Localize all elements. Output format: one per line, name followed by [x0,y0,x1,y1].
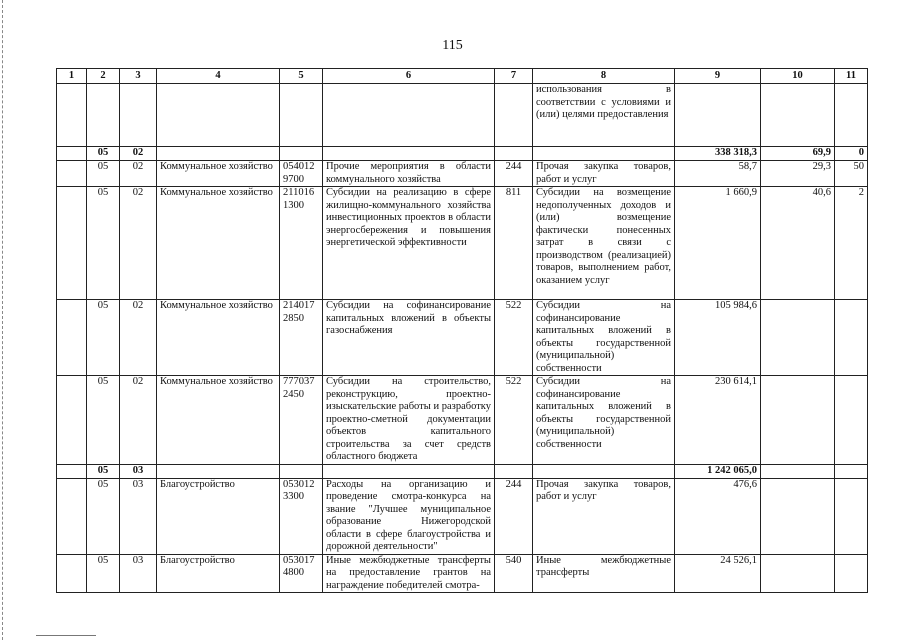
expense-code-cell: 540 [495,554,533,593]
subsection-cell: 02 [120,187,157,300]
expense-code-cell: 522 [495,376,533,465]
target-name-cell: Прочие мероприятия в области коммунального хозяйства [323,161,495,187]
column-header: 2 [87,69,120,84]
row-number-cell [57,376,87,465]
section-cell: 05 [87,464,120,478]
target-code-cell: 214017 2850 [280,300,323,376]
row-number-cell [57,478,87,554]
column-header: 3 [120,69,157,84]
section-cell: 05 [87,187,120,300]
row-number-cell [57,300,87,376]
value-cell [835,478,868,554]
target-code-cell [280,147,323,161]
amount-cell: 230 614,1 [675,376,761,465]
target-name-cell: Субсидии на строительство, реконструкцию, проектно-изыскательские работы и разработку проектно-сметной документации объектов капитального строительства за счет средств областного бюджета [323,376,495,465]
target-code-cell [280,464,323,478]
target-name-cell: Субсидии на софинансирование капитальных вложений в объекты газоснабжения [323,300,495,376]
column-header: 9 [675,69,761,84]
subsection-name-cell [157,464,280,478]
value-cell [761,478,835,554]
value-cell [835,376,868,465]
table-row [57,147,868,161]
row-number-cell [57,554,87,593]
value-cell: 29,3 [761,161,835,187]
subsection-name-cell [157,147,280,161]
value-cell: 0 [835,147,868,161]
table-row [57,554,868,593]
subsection-cell: 03 [120,554,157,593]
amount-cell: 105 984,6 [675,300,761,376]
expense-type-cell: Прочая закупка товаров, работ и услуг [533,478,675,554]
amount-cell: 58,7 [675,161,761,187]
target-code-cell: 053012 3300 [280,478,323,554]
subsection-name-cell: Коммунальное хозяйство [157,300,280,376]
section-cell: 05 [87,147,120,161]
value-cell [835,300,868,376]
column-header: 6 [323,69,495,84]
table-row [57,478,868,554]
subsection-name-cell: Благоустройство [157,478,280,554]
target-name-cell: Расходы на организацию и проведение смотра-конкурса на звание "Лучшее муниципальное образование Нижегородской области в сфере благоустройства и дорожной деятельности" [323,478,495,554]
value-cell: 69,9 [761,147,835,161]
budget-table [56,68,868,593]
target-code-cell: 053017 4800 [280,554,323,593]
expense-code-cell: 811 [495,187,533,300]
row-number-cell [57,84,87,147]
section-cell: 05 [87,161,120,187]
value-cell [761,300,835,376]
subsection-cell: 02 [120,161,157,187]
target-name-cell: Иные межбюджетные трансферты на предоставление грантов на награждение победителей смотра- [323,554,495,593]
expense-type-cell [533,147,675,161]
table-row [57,376,868,465]
section-cell: 05 [87,300,120,376]
expense-code-cell: 244 [495,161,533,187]
column-header: 10 [761,69,835,84]
column-header: 7 [495,69,533,84]
expense-code-cell: 244 [495,478,533,554]
expense-type-cell: Субсидии на возмещение недополученных доходов и (или) возмещение фактически понесенных затрат в связи с производством (реализацией) товаров, выполнением работ, оказанием услуг [533,187,675,300]
target-code-cell: 777037 2450 [280,376,323,465]
section-cell: 05 [87,376,120,465]
amount-cell: 24 526,1 [675,554,761,593]
column-header: 4 [157,69,280,84]
value-cell [761,554,835,593]
page-number: 115 [442,38,463,53]
expense-type-cell: Иные межбюджетные трансферты [533,554,675,593]
table-row [57,161,868,187]
value-cell: 40,6 [761,187,835,300]
target-code-cell [280,84,323,147]
subsection-cell: 02 [120,300,157,376]
table-row [57,84,868,147]
value-cell [835,554,868,593]
expense-type-cell: Субсидии на софинансирование капитальных вложений в объекты государственной (муниципальной) собственности [533,300,675,376]
table-row [57,464,868,478]
subsection-cell: 03 [120,464,157,478]
amount-cell: 338 318,3 [675,147,761,161]
target-code-cell: 054012 9700 [280,161,323,187]
column-header: 1 [57,69,87,84]
target-name-cell [323,464,495,478]
value-cell [761,376,835,465]
subsection-name-cell [157,84,280,147]
target-name-cell [323,147,495,161]
row-number-cell [57,464,87,478]
amount-cell: 1 242 065,0 [675,464,761,478]
subsection-cell: 03 [120,478,157,554]
row-number-cell [57,187,87,300]
amount-cell [675,84,761,147]
expense-type-cell: Прочая закупка товаров, работ и услуг [533,161,675,187]
expense-code-cell [495,464,533,478]
section-cell: 05 [87,478,120,554]
target-name-cell [323,84,495,147]
value-cell [835,464,868,478]
value-cell [835,84,868,147]
subsection-name-cell: Коммунальное хозяйство [157,376,280,465]
expense-type-cell: использования в соответствии с условиями и (или) целями предоставления [533,84,675,147]
row-number-cell [57,161,87,187]
section-cell: 05 [87,554,120,593]
value-cell: 50 [835,161,868,187]
expense-type-cell [533,464,675,478]
footer-mark [36,635,96,636]
subsection-cell: 02 [120,147,157,161]
table-row [57,300,868,376]
page-edge-line [2,0,3,640]
expense-code-cell [495,147,533,161]
subsection-cell: 02 [120,376,157,465]
table-row [57,187,868,300]
column-header: 8 [533,69,675,84]
amount-cell: 476,6 [675,478,761,554]
expense-code-cell: 522 [495,300,533,376]
target-code-cell: 211016 1300 [280,187,323,300]
expense-type-cell: Субсидии на софинансирование капитальных вложений в объекты государственной (муниципальной) собственности [533,376,675,465]
subsection-name-cell: Коммунальное хозяйство [157,187,280,300]
row-number-cell [57,147,87,161]
subsection-name-cell: Коммунальное хозяйство [157,161,280,187]
column-header: 11 [835,69,868,84]
subsection-name-cell: Благоустройство [157,554,280,593]
value-cell: 2 [835,187,868,300]
column-header: 5 [280,69,323,84]
amount-cell: 1 660,9 [675,187,761,300]
expense-code-cell [495,84,533,147]
section-cell [87,84,120,147]
value-cell [761,84,835,147]
value-cell [761,464,835,478]
target-name-cell: Субсидии на реализацию в сфере жилищно-коммунального хозяйства инвестиционных проектов в области энергосбережения и повышения энергетической эффективности [323,187,495,300]
subsection-cell [120,84,157,147]
header-row [57,69,868,84]
